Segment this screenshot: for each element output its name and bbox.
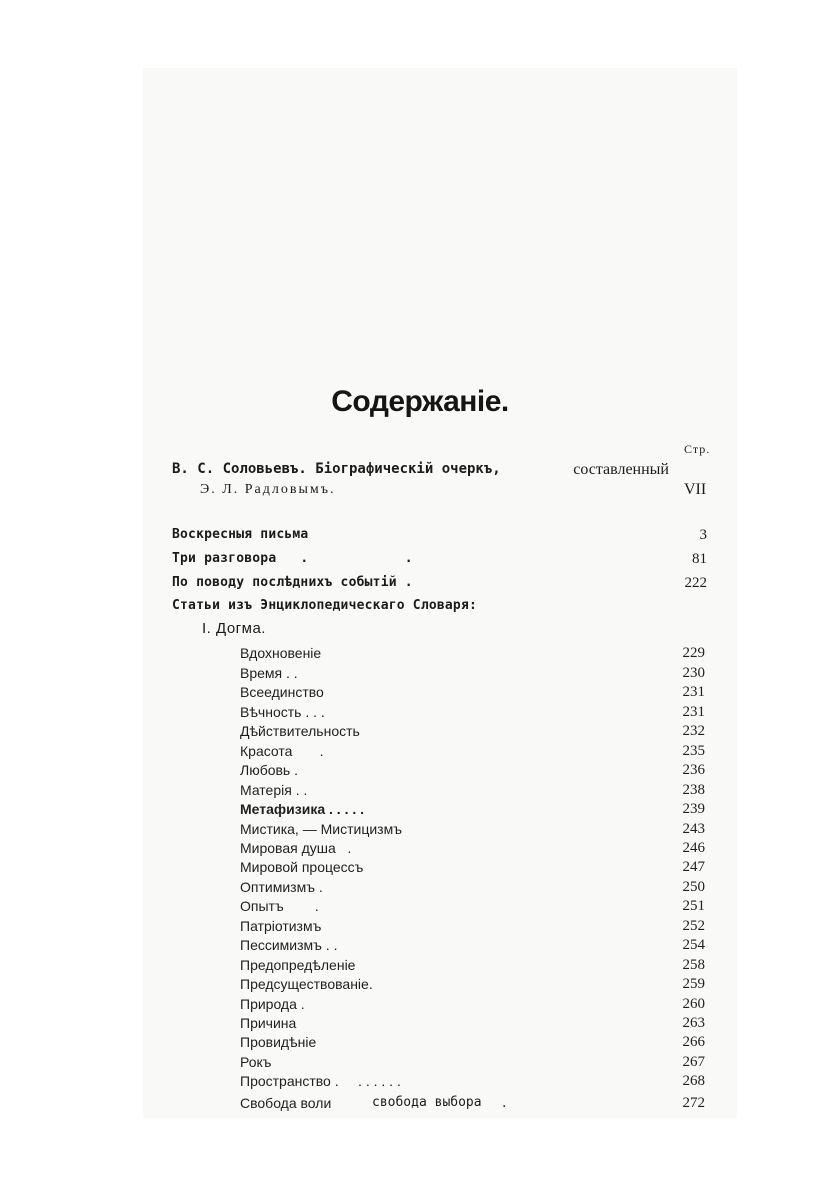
toc-entry-label: Провидѣніе [240, 1034, 317, 1050]
section-row [172, 551, 707, 571]
bio-entry-line1 [172, 461, 669, 479]
section-row [172, 575, 707, 595]
toc-entry-label: Метафизика . . . . . [240, 801, 365, 817]
toc-entry-page: 266 [682, 1034, 705, 1050]
toc-entry-label: Свобода воли [240, 1095, 332, 1111]
toc-entry-label: Матерія . . [240, 782, 308, 798]
toc-entry-page: 231 [682, 704, 705, 720]
toc-entry-page: 239 [682, 801, 705, 817]
toc-entry-label: Рокъ [240, 1054, 272, 1070]
toc-entry-label: Природа . [240, 996, 305, 1012]
toc-entry-page: 246 [682, 840, 705, 856]
toc-entry-label: Предопредѣленіе [240, 957, 356, 973]
toc-entry-label: Оптимизмъ . [240, 879, 323, 895]
section-label: Воскресныя письма [172, 527, 309, 542]
toc-entry-label: Дѣйствительность [240, 723, 360, 739]
toc-entry-page: 238 [682, 782, 705, 798]
toc-entry-label: Мировая душа . [240, 840, 352, 856]
subsection-heading: I. Догма. [202, 620, 266, 637]
toc-entry-label: Патріотизмъ [240, 918, 322, 934]
toc-entry-page: 258 [682, 957, 705, 973]
section-row [172, 598, 707, 618]
section-row [172, 527, 707, 547]
toc-entry-page: 232 [682, 723, 705, 739]
toc-entry-page: 272 [682, 1095, 705, 1111]
toc-entry-page: 267 [682, 1054, 705, 1070]
toc-entry-page: 252 [682, 918, 705, 934]
toc-entry-page: 229 [682, 645, 705, 661]
toc-entry-page: 235 [682, 743, 705, 759]
bio-entry-author: Э. Л. Радловымъ. [200, 482, 336, 497]
section-page: 81 [692, 551, 707, 567]
section-label: Статьи изъ Энциклопедическаго Словаря: [172, 598, 478, 613]
toc-entry-page: 231 [682, 684, 705, 700]
toc-entry-label: Пространство . . . . . . . [240, 1073, 401, 1089]
toc-entry-label: Вѣчность . . . [240, 704, 325, 720]
toc-entry-label: Пессимизмъ . . [240, 937, 338, 953]
toc-entry-label: Вдохновеніе [240, 645, 322, 661]
bio-entry-page: VII [684, 481, 707, 498]
bio-entry-continued: составленный [573, 461, 669, 478]
toc-entry-page: 250 [682, 879, 705, 895]
section-page: 3 [699, 527, 707, 543]
toc-entry-page: 260 [682, 996, 705, 1012]
toc-entry-label-continued: свобода выбора [372, 1095, 482, 1110]
toc-entry-label: Всеединство [240, 684, 324, 700]
page-title: Содержаніе. [331, 385, 509, 418]
section-page: 222 [684, 575, 707, 591]
toc-entry-label: Любовь . [240, 762, 299, 778]
section-label: По поводу послѣднихъ событій . [172, 575, 413, 590]
toc-entry-leader-dot: . [502, 1095, 507, 1111]
section-label: Три разговора . . [172, 551, 413, 566]
toc-entry-page: 251 [682, 898, 705, 914]
toc-entry-page: 236 [682, 762, 705, 778]
toc-entry-label: Причина [240, 1015, 297, 1031]
toc-entry-label: Опытъ . [240, 898, 319, 914]
toc-entry-label: Мистика, — Мистицизмъ [240, 821, 402, 837]
toc-entry-page: 254 [682, 937, 705, 953]
toc-entry-label: Красота . [240, 743, 324, 759]
toc-entry-label: Время . . [240, 665, 298, 681]
toc-entry-page: 268 [682, 1073, 705, 1089]
page-column-label: Стр. [684, 442, 711, 456]
toc-entry-label: Предсуществованіе. [240, 976, 373, 992]
toc-entry-page: 263 [682, 1015, 705, 1031]
toc-entry-page: 247 [682, 859, 705, 875]
toc-entry-page: 230 [682, 665, 705, 681]
toc-entry-page: 243 [682, 821, 705, 837]
toc-entry-label: Мировой процессъ [240, 859, 364, 875]
toc-entry-page: 259 [682, 976, 705, 992]
bio-entry-title: В. С. Соловьевъ. Біографическій очеркъ, [172, 461, 501, 477]
